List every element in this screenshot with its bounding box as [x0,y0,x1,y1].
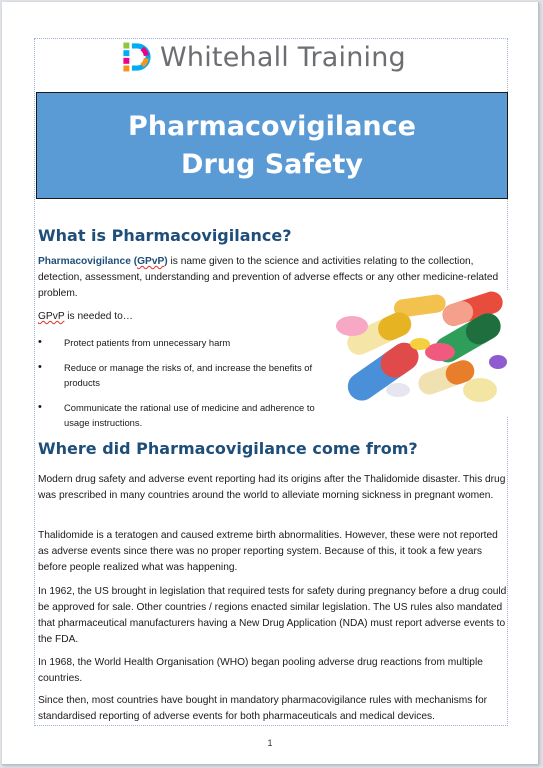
body-paragraph: Modern drug safety and adverse event reporting had its origins after the Thalidomide disaster. This drug was prescribed in many countries around the world to alleviate morning sickness in pregnant women. [38,474,506,501]
logo-text: Whitehall Training [160,41,406,73]
whitehall-d-logo-icon [120,40,154,74]
title-banner [36,92,508,199]
list-item [38,335,328,350]
banner-title-line2: Drug Safety [181,148,363,180]
section-heading-where-from: Where did Pharmacovigilance come from? [38,439,418,458]
intro-term: Pharmacovigilance ( [38,256,138,267]
body-paragraph: Thalidomide is a teratogen and caused extreme birth abnormalities. However, these were not reported as adverse events since there was no proper reporting system. Because of this, it took a few years before people realized what was happening. [38,530,498,573]
intro-close: ) [164,256,168,267]
body-paragraph: In 1962, the US brought in legislation that required tests for safety during pregnancy before a drug could be approved for sale. Other countries / regions enacted similar legislation. The US rules also mandated that pharmaceutical manufacturers having a New Drug Application (NDA) must report adverse events to the FDA. [38,586,507,645]
bullet-text: Communicate the rational use of medicine and adherence to usage instructions. [64,402,315,428]
body-paragraph: Since then, most countries have bought in mandatory pharmacovigilance rules with mechanisms for standardised reporting of adverse events for both pharmaceuticals and medical devices. [38,695,488,722]
needed-abbr: GPvP [38,311,65,322]
intro-abbr: GPvP [137,256,165,267]
bullet-dot: • [38,336,42,348]
intro-rest: is name given to the science and activities relating to the collection, detection, assessment, understanding and prevention of adverse effects or any other medicine-related problem. [38,256,499,299]
pills-photo [322,290,510,416]
bullet-list [38,335,328,430]
bullet-dot: • [38,361,42,373]
list-item [38,400,328,430]
bullet-text: Reduce or manage the risks of, and increase the benefits of products [64,362,313,388]
company-logo [120,38,406,76]
section-heading-what-is: What is Pharmacovigilance? [38,226,292,245]
banner-title-line1: Pharmacovigilance [128,110,416,142]
bullet-text: Protect patients from unnecessary harm [64,337,231,348]
document-page [2,2,539,765]
page-number: 1 [267,738,273,748]
bullet-dot: • [38,401,42,413]
needed-rest: is needed to… [64,311,133,322]
list-item [38,360,328,390]
body-paragraph: In 1968, the World Health Organisation (WHO) began pooling adverse drug reactions from multiple countries. [38,657,483,684]
